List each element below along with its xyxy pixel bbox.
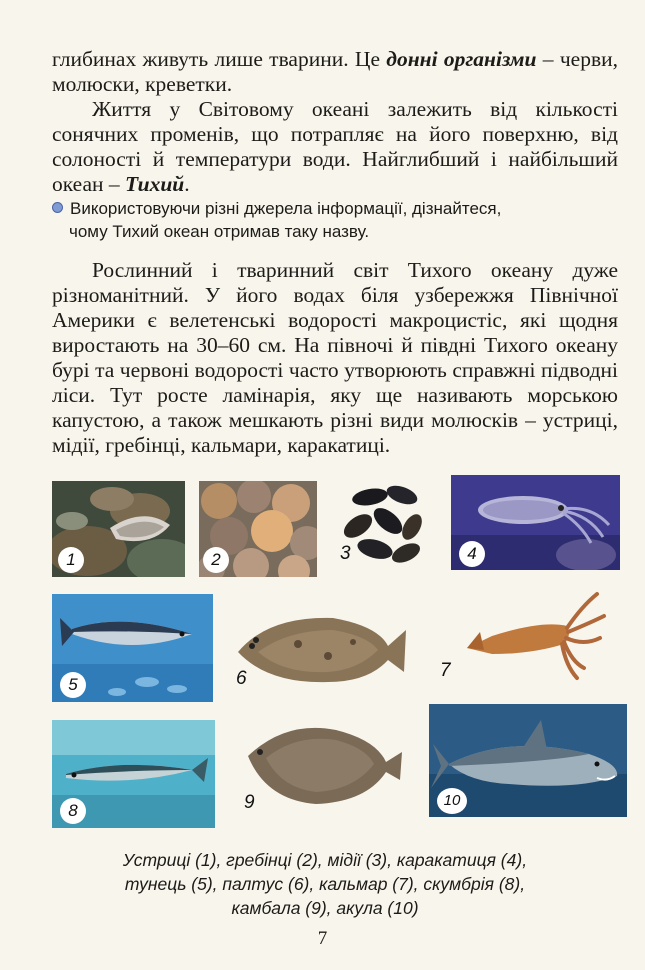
photo-number-4: 4 [459,541,485,567]
photo-number-7: 7 [440,660,451,681]
term-bottom-organisms: донні організми [386,47,537,71]
photo-tuna [52,594,213,702]
page-number: 7 [317,928,328,949]
caption-line-2: тунець (5), палтус (6), кальмар (7), скумбрія (8), [124,874,526,894]
photo-number-5: 5 [60,672,86,698]
bullet-icon [52,202,63,213]
photo-scallops [199,481,317,577]
task-line-2: чому Тихий океан отримав таку назву. [69,222,370,241]
paragraph-1 [52,47,618,97]
photo-number-2: 2 [203,547,229,573]
paragraph-2-text: Життя у Світовому океані залежить від кількості сонячних променів, що потрапляє на його поверхню, від солоності й температури води. Найглибший і найбільший океан – [52,97,618,196]
figure-caption [60,848,590,920]
photo-halibut [228,604,413,692]
caption-line-3: камбала (9), акула (10) [231,898,419,918]
photo-number-1: 1 [58,547,84,573]
photo-number-3: 3 [340,543,351,564]
term-pacific: Тихий [125,172,185,196]
photo-flounder [236,716,406,820]
halibut-illustration [228,604,413,692]
caption-line-1: Устриці (1), гребінці (2), мідії (3), каракатиця (4), [122,850,528,870]
photo-mackerel [52,720,215,828]
photo-number-6: 6 [236,668,247,689]
photo-number-9: 9 [244,792,255,813]
photo-number-10: 10 [437,788,467,814]
flounder-illustration [236,716,406,820]
task-block [52,197,618,243]
task-line-1: Використовуючи різні джерела інформації, дізнайтеся, [70,199,502,218]
photo-number-8: 8 [60,798,86,824]
paragraph-2 [52,97,618,197]
paragraph-3-text: Рослинний і тваринний світ Тихого океану дуже різноманітний. У його водах біля узбережжя Північної Америки є велетенські водорості макроцистіс, які щодня виростають на 30–60 см. На півночі й півдні Тихого океану бурі та червоні водорості часто утворюють справжні підводні ліси. Тут росте ламінарія, яку ще називають морською капустою, а також мешкають різні види молюсків – устриці, мідії, гребінці, кальмари, каракатиці. [52,258,618,457]
paragraph-3 [52,258,618,458]
paragraph-1-text: глибинах живуть лише тварини. Це [52,47,387,71]
photo-shark [429,704,627,817]
paragraph-1-text-end: – черви, молюски, креветки. [52,47,618,96]
photo-squid [432,586,620,682]
photo-cuttlefish [451,475,620,570]
paragraph-2-end: . [184,172,190,196]
photo-mussels [330,481,430,577]
photo-oysters [52,481,185,577]
squid-illustration [432,586,620,682]
